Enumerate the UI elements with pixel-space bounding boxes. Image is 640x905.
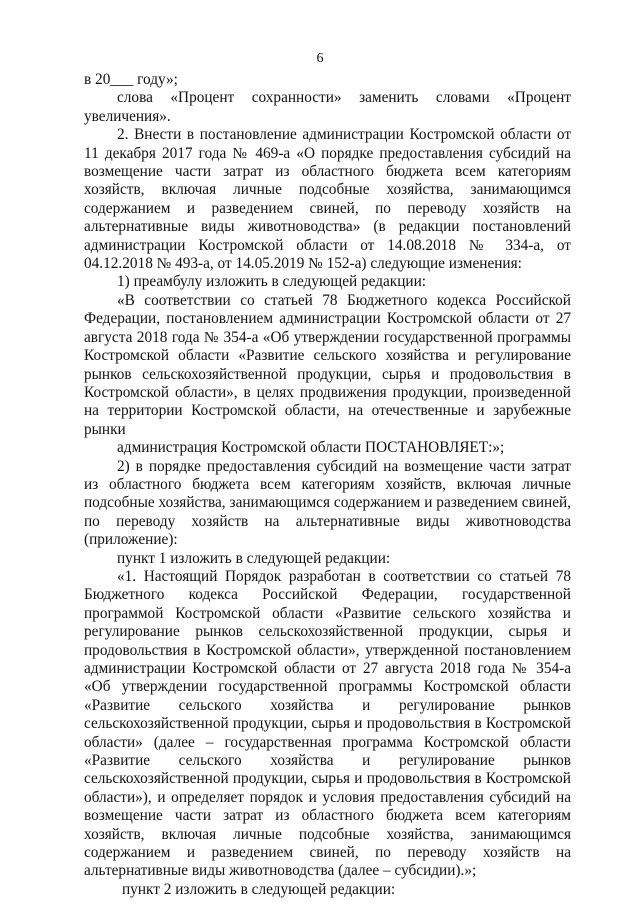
paragraph: пункт 2 изложить в следующей редакции: (122, 880, 396, 898)
paragraph: в 20___ году»; (84, 71, 178, 88)
document-body (84, 71, 571, 899)
paragraph: слова «Процент сохранности» заменить словами «Процент увеличения». (84, 89, 571, 125)
page-number: 6 (316, 51, 324, 66)
paragraph: пункт 1 изложить в следующей редакции: (117, 549, 391, 567)
paragraph: 2. Внести в постановление администрации Костромской области от 11 декабря 2017 года № 469-а «О порядке предоставления субсидий на возмещение части затрат из областного бюджета всем категориям хозяйств, включая личные подсобные хозяйства, занимающимся содержанием и разведением свиней, по переводу хозяйств на альтернативные виды животноводства» (в редакции постановлений администрации Костромской области от 14.08.2018 № 334-а, от 04.12.2018 № 493-а, от 14.05.2019 № 152-а) следующие изменения: (84, 126, 571, 273)
paragraph: администрация Костромской области ПОСТАНОВЛЯЕТ:»; (117, 439, 505, 457)
paragraph: «В соответствии со статьей 78 Бюджетного кодекса Российской Федерации, постановлением администрации Костромской области от 27 августа 2018 года № 354-а «Об утверждении государственной программы Костромской области «Развитие сельского хозяйства и регулирование рынков сельскохозяйственной продукции, сырья и продовольствия в Костромской области», в целях продвижения продукции, произведенной на территории Костромской области, на отечественные и зарубежные рынки (84, 291, 571, 438)
paragraph: 2) в порядке предоставления субсидий на возмещение части затрат из областного бюджета всем категориям хозяйств, включая личные подсобные хозяйства, занимающимся содержанием и разведением свиней, по переводу хозяйств на альтернативные виды животноводства (приложение): (84, 457, 571, 549)
paragraph: 1) преамбулу изложить в следующей редакции: (117, 273, 427, 291)
paragraph: «1. Настоящий Порядок разработан в соответствии со статьей 78 Бюджетного кодекса Российской Федерации, государственной программой Костромской области «Развитие сельского хозяйства и регулирование рынков сельскохозяйственной продукции, сырья и продовольствия в Костромской области», утвержденной постановлением администрации Костромской области от 27 августа 2018 года № 354-а «Об утверждении государственной программы Костромской области «Развитие сельского хозяйства и регулирование рынков сельскохозяйственной продукции, сырья и продовольствия в Костромской области» (далее – государственная программа Костромской области «Развитие сельского хозяйства и регулирование рынков сельскохозяйственной продукции, сырья и продовольствия в Костромской области»), и определяет порядок и условия предоставления субсидий на возмещение части затрат из областного бюджета всем категориям хозяйств, включая личные подсобные хозяйства, занимающимся содержанием и разведением свиней, по переводу хозяйств на альтернативные виды животноводства (далее – субсидии).»; (84, 567, 571, 880)
